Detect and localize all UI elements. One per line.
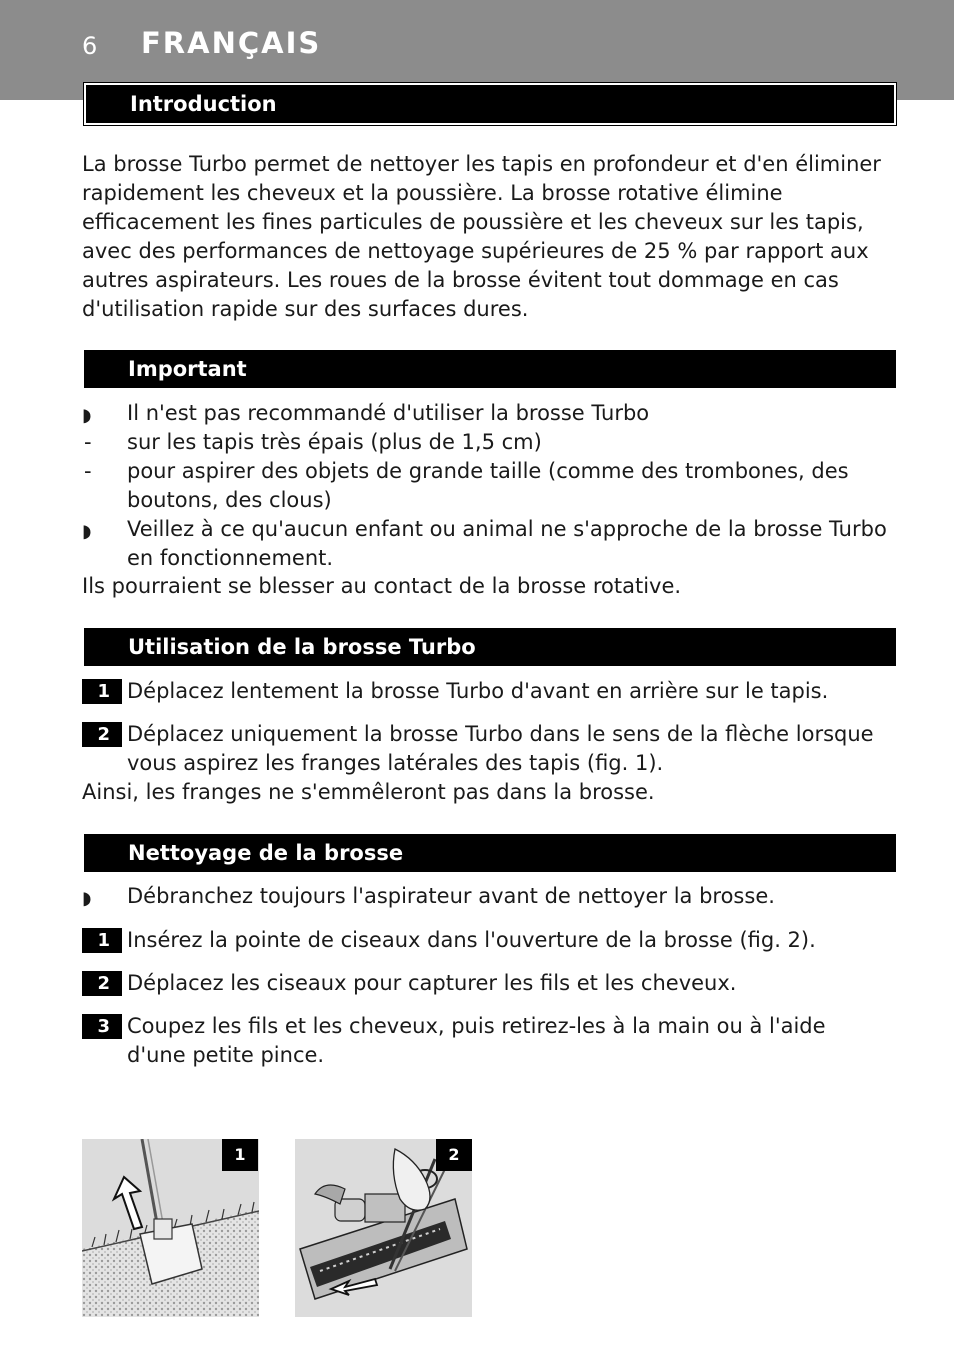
step-text: Déplacez les ciseaux pour capturer les fils et les cheveux. [127,971,737,995]
list-item-text: sur les tapis très épais (plus de 1,5 cm) [127,430,542,454]
step-text: Déplacez uniquement la brosse Turbo dans le sens de la flèche lorsque vous aspirez les franges latérales des tapis (fig. 1). [127,722,874,775]
bullet-icon: ◗ [82,521,92,542]
usage-note: Ainsi, les franges ne s'emmêleront pas dans la brosse. [82,780,655,804]
list-item-text: pour aspirer des objets de grande taille (comme des trombones, des boutons, des clous) [127,459,849,512]
step-text: Insérez la pointe de ciseaux dans l'ouverture de la brosse (fig. 2). [127,928,816,952]
figure-2-label: 2 [436,1139,472,1171]
language-title: FRANÇAIS [141,26,322,60]
step-text: Déplacez lentement la brosse Turbo d'avant en arrière sur le tapis. [127,679,829,703]
page-number: 6 [82,32,98,60]
list-item-text: Débranchez toujours l'aspirateur avant de nettoyer la brosse. [127,884,775,908]
dash-marker: - [84,430,92,454]
dash-marker: - [84,459,92,483]
list-item-text: Veillez à ce qu'aucun enfant ou animal ne s'approche de la brosse Turbo en fonctionnement. [127,517,887,570]
step-number-badge: 2 [82,722,122,747]
important-note: Ils pourraient se blesser au contact de la brosse rotative. [82,574,682,598]
section-title-cleaning: Nettoyage de la brosse [84,834,896,872]
intro-paragraph: La brosse Turbo permet de nettoyer les tapis en profondeur et d'en éliminer rapidement les cheveux et la poussière. La brosse rotative élimine efficacement les fines particules de poussière et les cheveux sur les tapis, avec des performances de nettoyage supérieures de 25 % par rapport aux autres aspirateurs. Les roues de la brosse évitent tout dommage en cas d'utilisation rapide sur des surfaces dures. [82,152,881,321]
step-text: Coupez les fils et les cheveux, puis retirez-les à la main ou à l'aide d'une petite pince. [127,1014,826,1067]
bullet-icon: ◗ [82,888,92,909]
figure-1-label: 1 [222,1139,258,1171]
section-title-important: Important [84,350,896,388]
step-number-badge: 1 [82,679,122,704]
step-number-badge: 1 [82,928,122,953]
list-item-text: Il n'est pas recommandé d'utiliser la brosse Turbo [127,401,650,425]
section-title-introduction: Introduction [84,83,896,125]
bullet-icon: ◗ [82,405,92,426]
step-number-badge: 2 [82,971,122,996]
step-number-badge: 3 [82,1014,122,1039]
section-title-usage: Utilisation de la brosse Turbo [84,628,896,666]
